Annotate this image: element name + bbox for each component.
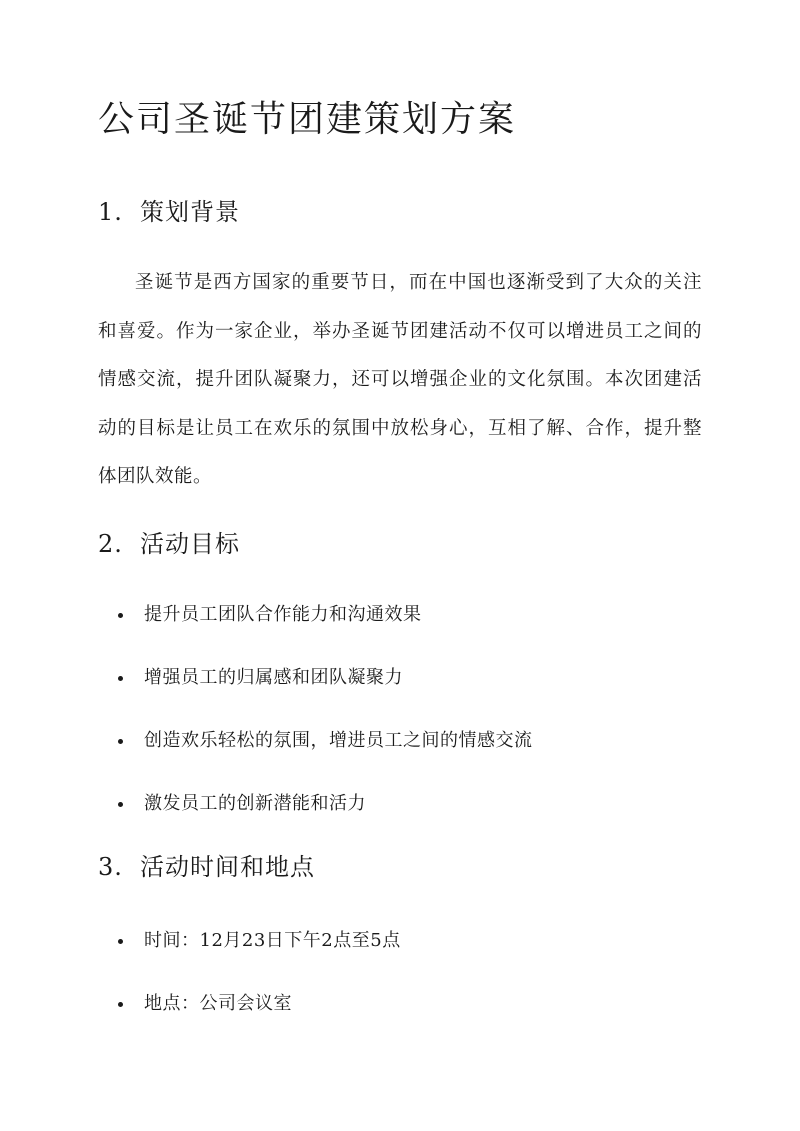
section-heading-background <box>98 196 240 228</box>
bullet-icon <box>118 739 123 744</box>
list-item-text: 时间：12月23日下午2点至5点 <box>144 930 401 951</box>
section-number: 1. <box>98 198 123 226</box>
bullet-icon <box>118 802 123 807</box>
bullet-icon <box>118 939 123 944</box>
list-item-text: 创造欢乐轻松的氛围，增进员工之间的情感交流 <box>144 730 533 751</box>
list-item-text: 激发员工的创新潜能和活力 <box>144 793 366 814</box>
list-item <box>98 662 702 725</box>
document-title: 公司圣诞节团建策划方案 <box>98 99 517 140</box>
list-item <box>98 788 702 851</box>
list-item-text: 提升员工团队合作能力和沟通效果 <box>144 604 422 625</box>
list-item <box>98 988 702 1051</box>
background-paragraph: 圣诞节是西方国家的重要节日，而在中国也逐渐受到了大众的关注和喜爱。作为一家企业，举办圣诞节团建活动不仅可以增进员工之间的情感交流，提升团队凝聚力，还可以增强企业的文化氛围。本次团建活动的目标是让员工在欢乐的氛围中放松身心，互相了解、合作，提升整体团队效能。 <box>98 272 702 487</box>
bullet-icon <box>118 676 123 681</box>
section-number: 3. <box>98 853 123 881</box>
list-item-text: 地点：公司会议室 <box>144 993 292 1014</box>
list-item-text: 增强员工的归属感和团队凝聚力 <box>144 667 403 688</box>
section-title: 活动目标 <box>140 530 240 558</box>
list-item <box>98 725 702 788</box>
goals-list <box>98 599 702 851</box>
list-item <box>98 599 702 662</box>
bullet-icon <box>118 1002 123 1007</box>
section-number: 2. <box>98 530 123 558</box>
section-heading-goals <box>98 528 240 560</box>
bullet-icon <box>118 613 123 618</box>
time-place-list <box>98 925 702 1051</box>
section-title: 策划背景 <box>140 198 240 226</box>
list-item <box>98 925 702 988</box>
section-title: 活动时间和地点 <box>140 853 315 881</box>
section-heading-time-place <box>98 851 315 883</box>
